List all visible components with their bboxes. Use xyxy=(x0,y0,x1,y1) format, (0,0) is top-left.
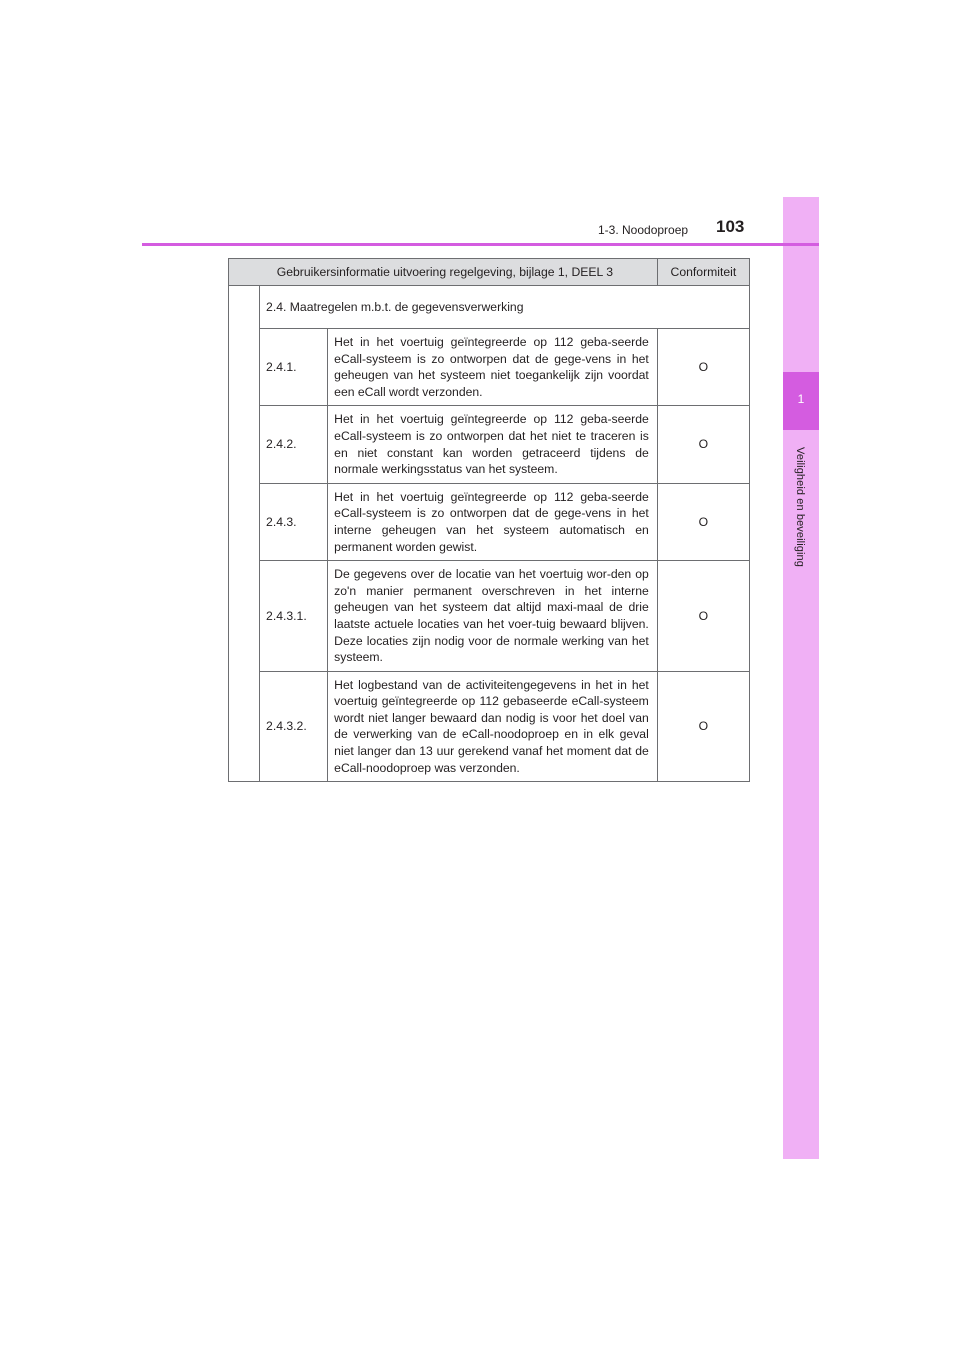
row-text: Het in het voertuig geïntegreerde op 112 geba-seerde eCall-systeem is zo ontworpen dat de gege-vens in het geheugen van het systeem niet toegankelijk zijn voordat een eCall wordt verzonden. xyxy=(328,329,658,406)
row-number: 2.4.3.1. xyxy=(260,561,328,672)
table-row xyxy=(229,561,750,672)
page-number: 103 xyxy=(716,217,745,236)
row-number: 2.4.3. xyxy=(260,483,328,560)
section-title: 1-3. Noodoproep xyxy=(598,223,689,237)
row-conformity: O xyxy=(657,406,749,483)
row-text: Het in het voertuig geïntegreerde op 112 geba-seerde eCall-systeem is zo ontworpen dat het niet te traceren is en niet constant kan worden getraceerd tijdens de normale werkingsstatus van het systeem. xyxy=(328,406,658,483)
row-number: 2.4.1. xyxy=(260,329,328,406)
regulation-table xyxy=(228,258,750,782)
table-row xyxy=(229,483,750,560)
row-conformity: O xyxy=(657,329,749,406)
row-text: Het logbestand van de activiteitengegevens in het in het voertuig geïntegreerde op 112 gebaseerde eCall-systeem wordt niet langer bewaard dan nodig is voor het doel van de verwerking van de eCall-noodoproep en in elk geval niet langer dan 13 uur gerekend vanaf het moment dat de eCall-noodoproep was verzonden. xyxy=(328,671,658,782)
row-text: Het in het voertuig geïntegreerde op 112 geba-seerde eCall-systeem is zo ontworpen dat de gege-vens in het interne geheugen van het systeem automatisch en permanent worden gewist. xyxy=(328,483,658,560)
header-divider xyxy=(142,243,819,246)
chapter-number: 1 xyxy=(797,392,805,406)
row-number: 2.4.2. xyxy=(260,406,328,483)
row-text: De gegevens over de locatie van het voertuig wor-den op zo'n manier permanent overschreven in het interne geheugen van het systeem dat altijd maxi-maal de drie laatste actuele locaties van het voer-tuig bewaard blijven. Deze locaties zijn nodig voor de normale werking van het systeem. xyxy=(328,561,658,672)
row-number: 2.4.3.2. xyxy=(260,671,328,782)
table-section-row xyxy=(229,286,750,329)
table-header-row xyxy=(229,259,750,286)
row-conformity: O xyxy=(657,561,749,672)
chapter-side-tab xyxy=(783,197,819,1159)
table-row xyxy=(229,329,750,406)
table-row xyxy=(229,671,750,782)
row-conformity: O xyxy=(657,671,749,782)
chapter-title: Veiligheid en beveiliging xyxy=(794,447,806,567)
table-blank-cell xyxy=(229,286,260,782)
table-section-title: 2.4. Maatregelen m.b.t. de gegevensverwerking xyxy=(260,286,750,329)
table-header-conformity: Conformiteit xyxy=(657,259,749,286)
table-row xyxy=(229,406,750,483)
table-header-main: Gebruikersinformatie uitvoering regelgeving, bijlage 1, DEEL 3 xyxy=(229,259,658,286)
row-conformity: O xyxy=(657,483,749,560)
